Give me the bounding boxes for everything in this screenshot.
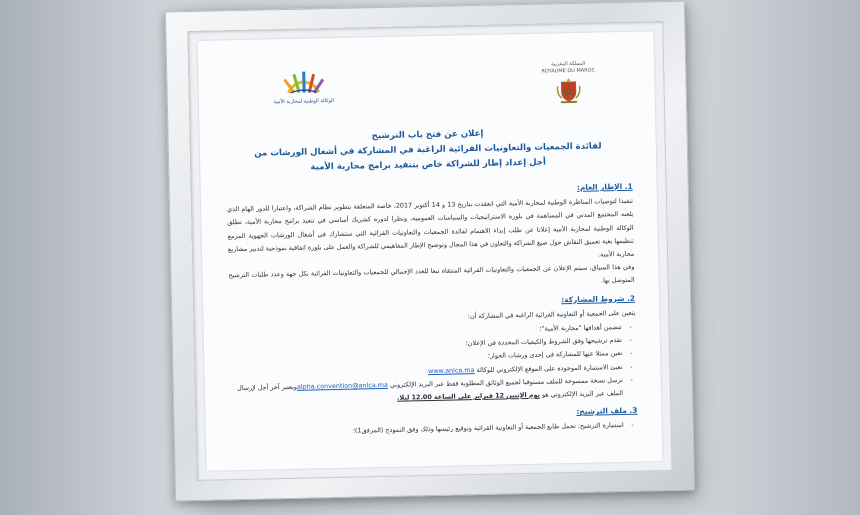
page-bottom-fade [206,451,662,471]
kingdom-name-en: ROYAUME DU MAROC [541,67,596,75]
section-general-framework-paragraph-2: وفي هذا السياق، سيتم الإعلان عن الجمعيات والتعاونيات القرائية المنتقاة تبعا للعدد الإجمالي للجمعيات والتعاونيات القرائية بكل جهة وعدد طلبات الترشيح المتوصل بها. [228,262,635,285]
form-instruction: تعبئ الاستمارة الموجودة على الموقع الإلكتروني للوكالة [476,362,623,374]
deadline-text: ويعتبر آخر أجل لإرسال الملف عبر البريد الإلكتروني هو [236,382,624,399]
list-item: - استمارة الترشيح: تحمل طابع الجمعية أو التعاونية القرائية وتوقيع رئيسها وذلك وفق النموذج (المرفق1)؛ [232,419,624,440]
title-line-2: لفائدة الجمعيات والتعاونيات القرائية الراغبة في المشاركة في أشغال الورشات من [254,141,602,159]
sunburst-logo-icon [278,68,329,95]
list-item: - تعين ممثلا عنها للمشاركة في إحدى ورشات الحوار؛ [230,347,622,368]
deadline-date: يوم الإثنين 12 فبراير على الساعة 12.00 ليلا. [396,390,540,402]
announcement-body [227,176,638,441]
title-line-3: أجل إعداد إطار للشراكة خاص بتنفيذ برامج محاربة الأمية [310,157,547,173]
section-general-framework-heading: 1. الإطار العام: [576,181,633,192]
participation-intro: يتعين على الجمعية أو التعاونية القرائية الراغبة في المشاركة أن: [467,308,636,321]
website-link[interactable]: www.anlca.ma [427,365,475,375]
section-general-framework-paragraph-1: تنفيذا لتوصيات المناظرة الوطنية لمحاربة الأمية التي انعقدت بتاريخ 13 و 14 أكتوبر 2017، خاصة المتعلقة بتطوير نظام الشراكة، واعتبارا للدور الهام الذي يلعبه المجتمع المدني في المساهمة في بلورة الاستراتيجيات والسياسات العمومية، ونظرا لدوره كشريك أساسي في تنفيذ برامج محاربة الأمية، تطلق الوكالة الوطنية لمحاربة الأمية إعلانا عن طلب إبداء الاهتمام لفائدة الجمعيات والتعاونيات القرائية التي ستشارك في أشغال الورشات الجهوية المزمع تنظيمها بغية تعميق النقاش حول صيغ الشراكة والتعاون في هذا المجال وتوضيح الإطار المفاهيمي للشراكة والعمل على بلورة اتفاقية نموذجية لتدبير مشاريع محاربة الأمية. [227,196,635,259]
email-link[interactable]: alpha.convention@anlca.ma [296,380,388,391]
anlca-logo [248,65,359,123]
picture-frame [165,1,695,502]
list-item: - تقدم ترشيحها وفق الشروط والكيفيات المحددة في الإعلان؛ [230,334,622,355]
send-instruction: ترسل نسخة ممسوحة للملف مستوفيا لجميع الوثائق المطلوبة فقط عبر البريد الإلكتروني [389,375,623,389]
royal-emblem-icon [555,76,582,105]
list-item: - تتضمن أهدافها "محاربة الأمية"؛ [230,321,622,342]
participation-conditions-list [230,321,638,409]
logo-row [248,60,599,127]
anlca-logo-text: الوكالة الوطنية لمحاربة الأمية [273,97,335,106]
section-participation-conditions-heading: 2. شروط المشاركة: [561,293,636,304]
kingdom-emblem [538,60,599,117]
announcement-title [231,124,624,177]
frame-mat [187,21,672,481]
kingdom-name: المملكة المغربية [551,60,586,68]
document-page [198,31,663,470]
section-application-file-heading: 3. ملف الترشيح: [576,405,638,417]
title-line-1: إعلان عن فتح باب الترشيح [371,128,484,142]
